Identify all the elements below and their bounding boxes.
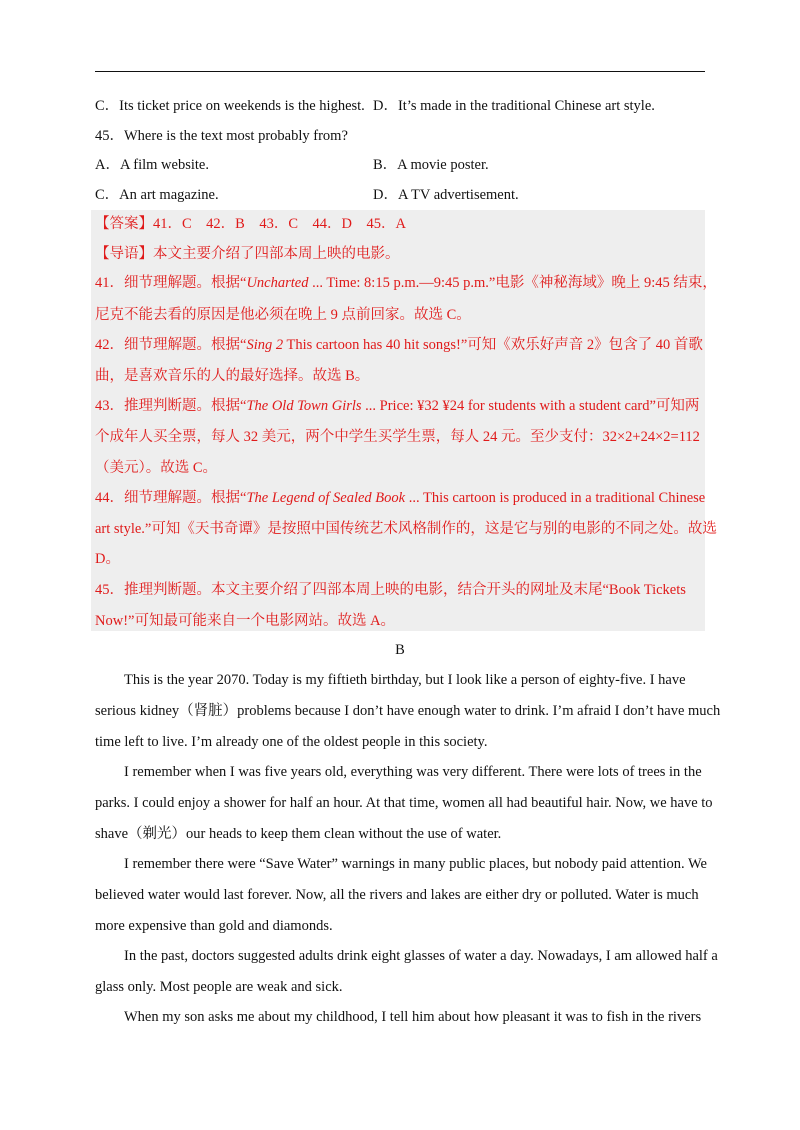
answer-43-line-3: （美元）。故选 C。 — [95, 460, 218, 476]
section-b-heading: B — [395, 642, 405, 658]
q45-question: 45．Where is the text most probably from? — [95, 128, 348, 144]
answer-44-line-3: D。 — [95, 551, 120, 567]
answer-43-rest: ... Price: ¥32 ¥24 for students with a student card”可知两 — [361, 398, 700, 414]
answer-41-rest: ... Time: 8:15 p.m.—9:45 p.m.”电影《神秘海域》晚上 9:45 结束， — [308, 275, 717, 291]
answer-42-rest: This cartoon has 40 hit songs!”可知《欢乐好声音 2》包含了 40 首歌 — [283, 337, 703, 353]
answer-45-line-2: Now!”可知最可能来自一个电影网站。故选 A。 — [95, 613, 396, 629]
answer-44-line-1 — [95, 488, 705, 508]
passage-p2-line-3: shave（剃光）our heads to keep them clean without the use of water. — [95, 826, 502, 842]
q44-option-c: C．Its ticket price on weekends is the highest. — [95, 98, 365, 114]
passage-p2-line-1: I remember when I was five years old, everything was very different. There were lots of trees in the — [124, 764, 702, 780]
passage-p3-line-2: believed water would last forever. Now, all the rivers and lakes are either dry or polluted. Water is much — [95, 887, 699, 903]
answer-45-line-1: 45．推理判断题。本文主要介绍了四部本周上映的电影，结合开头的网址及末尾“Book Tickets — [95, 582, 686, 598]
q45-option-a: A．A film website. — [95, 157, 209, 173]
passage-p3-line-3: more expensive than gold and diamonds. — [95, 918, 333, 934]
answer-42-title: Sing 2 — [246, 337, 284, 353]
answer-42-line-2: 曲，是喜欢音乐的人的最好选择。故选 B。 — [95, 368, 370, 384]
passage-p3-line-1: I remember there were “Save Water” warnings in many public places, but nobody paid attention. We — [124, 856, 707, 872]
answer-43-title: The Old Town Girls — [246, 398, 362, 414]
passage-p1-line-1: This is the year 2070. Today is my fiftieth birthday, but I look like a person of eighty-five. I have — [124, 672, 686, 688]
passage-p4-line-1: In the past, doctors suggested adults drink eight glasses of water a day. Nowadays, I am allowed half a — [124, 948, 718, 964]
answer-41-prefix: 41．细节理解题。根据“ — [95, 275, 247, 291]
answer-44-line-2: art style.”可知《天书奇谭》是按照中国传统艺术风格制作的，这是它与别的电影的不同之处。故选 — [95, 521, 717, 537]
answer-43-line-1 — [95, 396, 699, 416]
header-divider — [95, 71, 705, 72]
answer-44-rest: ... This cartoon is produced in a traditional Chinese — [405, 490, 706, 506]
q45-option-b: B．A movie poster. — [373, 157, 489, 173]
passage-p5-line-1: When my son asks me about my childhood, I tell him about how pleasant it was to fish in the rivers — [124, 1009, 702, 1025]
q45-option-c: C．An art magazine. — [95, 187, 219, 203]
answer-41-line-2: 尼克不能去看的原因是他必须在晚上 9 点前回家。故选 C。 — [95, 307, 471, 323]
answer-42-line-1 — [95, 335, 703, 355]
answer-43-prefix: 43．推理判断题。根据“ — [95, 398, 247, 414]
passage-p2-line-2: parks. I could enjoy a shower for half an hour. At that time, women all had beautiful hair. Now, we have to — [95, 795, 713, 811]
answer-41-line-1 — [95, 273, 717, 293]
answer-41-title: Uncharted — [246, 275, 309, 291]
q44-option-d: D．It’s made in the traditional Chinese art style. — [373, 98, 655, 114]
answer-44-prefix: 44．细节理解题。根据“ — [95, 490, 247, 506]
answer-44-title: The Legend of Sealed Book — [246, 490, 406, 506]
answer-42-prefix: 42．细节理解题。根据“ — [95, 337, 247, 353]
passage-p4-line-2: glass only. Most people are weak and sick. — [95, 979, 343, 995]
answer-guide: 【导语】本文主要介绍了四部本周上映的电影。 — [95, 246, 400, 262]
answer-43-line-2: 个成年人买全票，每人 32 美元，两个中学生买学生票，每人 24 元。至少支付：32×2+24×2=112 — [95, 429, 700, 445]
q45-option-d: D．A TV advertisement. — [373, 187, 519, 203]
passage-p1-line-2: serious kidney（肾脏）problems because I don’t have enough water to drink. I’m afraid I don’t have much — [95, 703, 721, 719]
passage-p1-line-3: time left to live. I’m already one of the oldest people in this society. — [95, 734, 488, 750]
answer-key: 【答案】41．C 42．B 43．C 44．D 45．A — [95, 216, 406, 232]
